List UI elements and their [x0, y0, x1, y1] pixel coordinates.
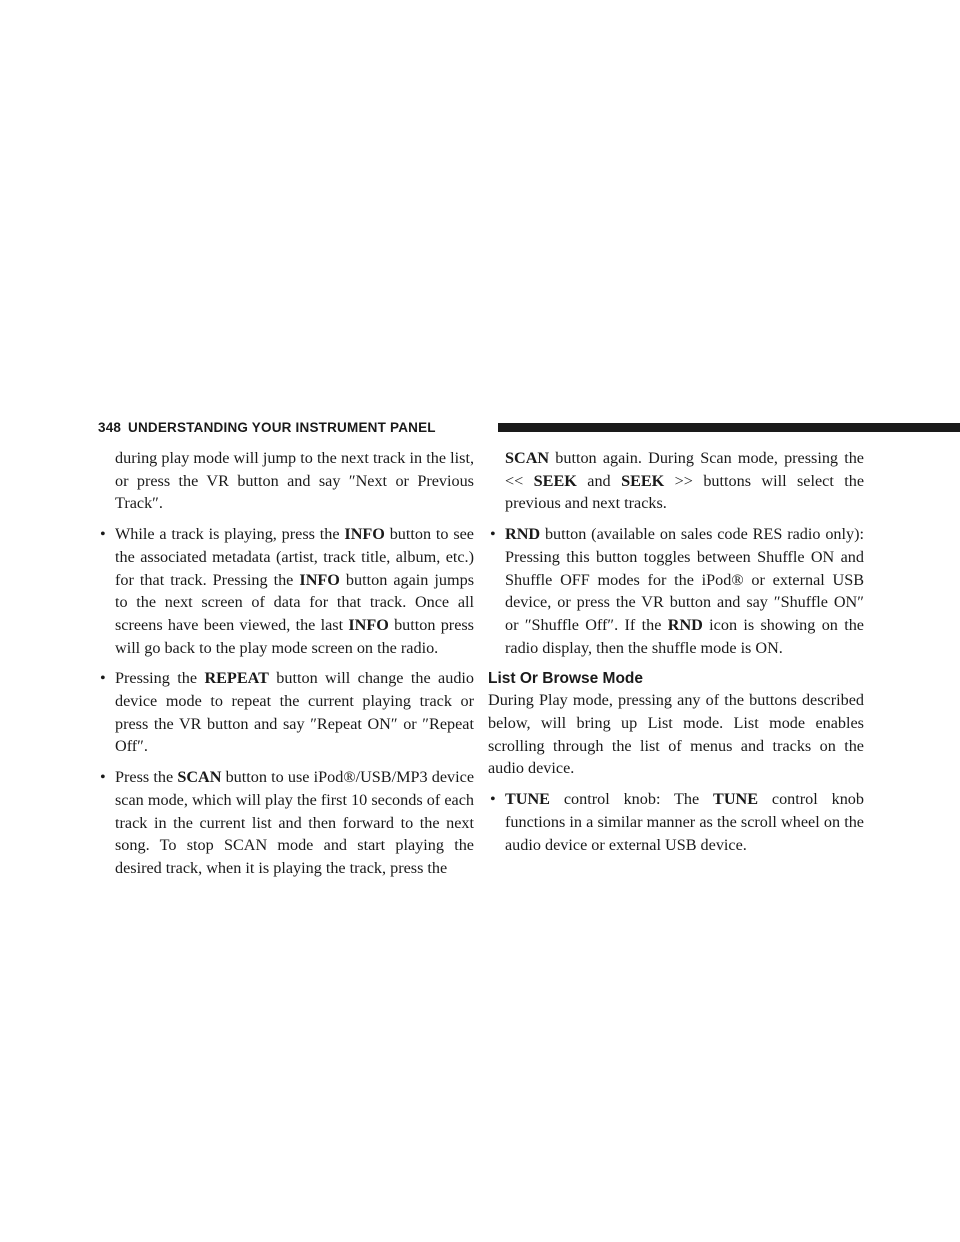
rnd-keyword: RND: [667, 615, 703, 634]
continuation-paragraph: during play mode will jump to the next track in the list, or press the VR button and say ″Next or Previous Track″.: [115, 449, 474, 513]
scan-keyword: SCAN: [177, 768, 222, 787]
info-bullet: • While a track is playing, press the INFO button to see the associated metadata (artist, track title, album, etc.) for that track. Pressing the INFO button again jumps to the next screen of data for that track. Once all screens have been viewed, the last INFO button press will go back to the play mode screen on the radio.: [100, 525, 475, 657]
scan-continuation-paragraph: SCAN button again. During Scan mode, pressing the << SEEK and SEEK >> buttons will select the previous and next tracks.: [505, 449, 865, 513]
bullet-icon: •: [490, 525, 496, 544]
section-title: UNDERSTANDING YOUR INSTRUMENT PANEL: [128, 420, 436, 435]
seek-keyword: SEEK: [621, 471, 665, 490]
rnd-bullet: • RND button (available on sales code RES radio only): Pressing this button toggles between Shuffle ON and Shuffle OFF modes for the iPod® or external USB device, or press the VR button and say ″Shuffle ON″ or ″Shuffle Off″. If the RND icon is showing on the radio display, then the shuffle mode is ON.: [490, 525, 864, 657]
info-keyword: INFO: [348, 615, 389, 634]
list-mode-paragraph: During Play mode, pressing any of the buttons described below, will bring up List mode. List mode enables scrolling through the list of menus and tracks on the audio device.: [488, 691, 864, 778]
right-column: [488, 447, 864, 856]
rnd-keyword: RND: [505, 525, 541, 544]
bullet-icon: •: [490, 790, 496, 809]
info-keyword: INFO: [344, 525, 385, 544]
bullet-icon: •: [100, 768, 106, 787]
scan-bullet: • Press the SCAN button to use iPod®/USB/MP3 device scan mode, which will play the first 10 seconds of each track in the current list and then forward to the next song. To stop SCAN mode and start playing the desired track, when it is playing the track, press the: [100, 768, 475, 877]
repeat-bullet: • Pressing the REPEAT button will change the audio device mode to repeat the current playing track or press the VR button and say ″Repeat ON″ or ″Repeat Off″.: [100, 669, 474, 756]
bullet-icon: •: [100, 525, 106, 544]
tune-keyword: TUNE: [505, 790, 550, 809]
left-column: [98, 447, 474, 880]
header-rule: [498, 423, 960, 432]
info-keyword: INFO: [299, 570, 340, 589]
section-heading: List Or Browse Mode: [488, 670, 644, 688]
page-number: 348: [98, 420, 122, 435]
page-header: [98, 418, 862, 438]
scan-keyword: SCAN: [505, 449, 550, 467]
repeat-keyword: REPEAT: [204, 669, 269, 688]
seek-keyword: SEEK: [533, 471, 577, 490]
bullet-icon: •: [100, 669, 106, 688]
tune-bullet: • TUNE control knob: The TUNE control knob functions in a similar manner as the scroll wheel on the audio device or external USB device.: [490, 790, 864, 854]
tune-keyword: TUNE: [713, 790, 759, 809]
